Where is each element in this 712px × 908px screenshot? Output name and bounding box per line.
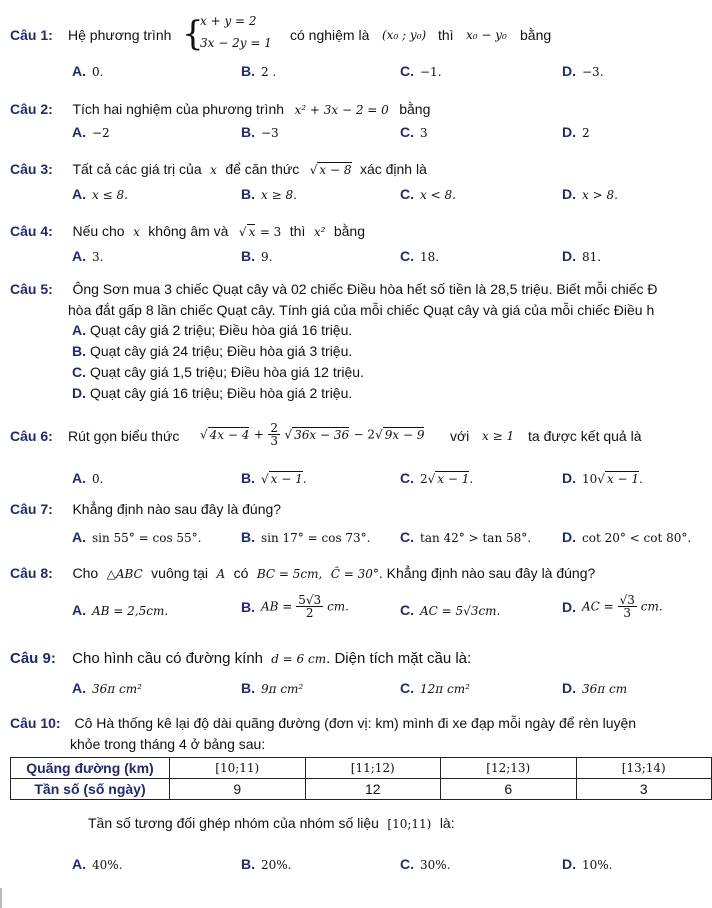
frequency-table xyxy=(10,757,712,800)
q4-option-a[interactable] xyxy=(72,248,103,264)
variable: x xyxy=(210,163,217,177)
option-value: 0. xyxy=(92,472,104,486)
table-cell-interval: [10;11) xyxy=(170,758,306,779)
question-text: Nếu cho xyxy=(72,223,125,239)
q5-option-a[interactable] xyxy=(72,322,352,338)
option-value: 2 xyxy=(582,126,590,140)
option-letter: A. xyxy=(72,186,86,202)
q8-option-a[interactable] xyxy=(72,602,168,618)
option-value: 30%. xyxy=(420,858,451,872)
option-letter: D. xyxy=(562,529,576,545)
option-letter: D. xyxy=(562,248,576,264)
option-value: 10%. xyxy=(582,858,613,872)
question-label: Câu 6: xyxy=(10,428,53,444)
q5-option-b[interactable] xyxy=(72,343,352,359)
q10-option-a[interactable] xyxy=(72,856,123,872)
option-letter: C. xyxy=(400,63,414,79)
option-letter: D. xyxy=(562,186,576,202)
q8-option-b[interactable] xyxy=(241,594,349,619)
option-letter: D. xyxy=(562,680,576,696)
option-fraction xyxy=(296,594,323,619)
option-value: 36π cm² xyxy=(92,682,142,696)
q9-option-d[interactable] xyxy=(562,680,627,696)
option-letter: B. xyxy=(241,124,255,140)
table-header-distance: Quãng đường (km) xyxy=(11,758,170,779)
option-value: 2 . xyxy=(261,65,277,79)
question-label: Câu 9: xyxy=(10,650,56,667)
option-radicand: x − 1 xyxy=(270,472,303,486)
equation-1: x + y = 2 xyxy=(200,14,257,28)
question-end: ta được kết quả là xyxy=(528,428,642,444)
option-letter: D. xyxy=(562,598,576,615)
option-value: Quạt cây giá 24 triệu; Điều hòa giá 3 triệu. xyxy=(90,343,353,359)
option-letter: B. xyxy=(241,470,255,486)
option-letter: C. xyxy=(400,602,414,618)
system-brace: { xyxy=(182,14,204,54)
option-radicand: x − 1 xyxy=(606,472,640,486)
option-letter: C. xyxy=(400,529,414,545)
q5-option-d[interactable] xyxy=(72,385,352,401)
question-text: Tất cả các giá trị của xyxy=(72,161,202,177)
option-value: −2 xyxy=(92,126,110,140)
fraction xyxy=(268,422,280,447)
option-fraction xyxy=(618,594,637,619)
fraction-numerator: 5√3 xyxy=(298,593,322,607)
page-edge-mark xyxy=(0,888,2,908)
option-value: cot 20° < cot 80°. xyxy=(582,531,692,545)
option-letter: A. xyxy=(72,470,86,486)
prompt-group: [10;11) xyxy=(387,817,432,831)
question-1 xyxy=(10,14,710,58)
sqrt-symbol: √ xyxy=(309,163,318,177)
question-10-prompt xyxy=(88,815,455,833)
table-row xyxy=(11,779,712,800)
option-value: 9. xyxy=(261,250,273,264)
question-label: Câu 10: xyxy=(10,715,61,731)
question-8 xyxy=(10,565,595,583)
solution-pair: (x₀ ; y₀) xyxy=(382,28,427,42)
table-cell-frequency: 6 xyxy=(441,779,577,800)
option-letter: A. xyxy=(72,856,86,872)
option-letter: A. xyxy=(72,63,86,79)
fraction-numerator: 2 xyxy=(270,421,278,435)
radicand-3: 9x − 9 xyxy=(384,427,425,442)
equals-value: = 3 xyxy=(259,225,282,239)
question-text-mid: có nghiệm là xyxy=(290,27,370,43)
table-cell-interval: [12;13) xyxy=(441,758,577,779)
option-value: tan 42° > tan 58°. xyxy=(420,531,532,545)
option-value: 40%. xyxy=(92,858,123,872)
q9-option-a[interactable] xyxy=(72,680,142,696)
option-prefix: AC = xyxy=(582,599,614,614)
diameter: d = 6 cm xyxy=(271,652,327,666)
q3-option-a[interactable] xyxy=(72,186,128,202)
q7-option-b[interactable] xyxy=(241,529,371,545)
question-4 xyxy=(10,223,365,241)
option-letter: D. xyxy=(562,63,576,79)
option-value: AC = 5√3cm. xyxy=(420,604,501,618)
q6-option-d[interactable] xyxy=(562,470,643,486)
option-value: 36π cm xyxy=(582,682,628,696)
fraction-denominator: 3 xyxy=(270,434,278,448)
option-coef: 2 xyxy=(420,472,428,486)
option-value: 0. xyxy=(92,65,104,79)
question-line-1: Cô Hà thống kê lại độ dài quãng đường (đơn vị: km) mình đi xe đạp mỗi ngày để rèn luyện xyxy=(74,715,637,731)
question-label: Câu 1: xyxy=(10,27,53,43)
condition-prefix: với xyxy=(450,428,470,444)
option-value: x < 8. xyxy=(420,188,456,202)
q7-option-a[interactable] xyxy=(72,529,202,545)
table-cell-interval: [13;14) xyxy=(576,758,712,779)
option-value: sin 17° = cos 73°. xyxy=(261,531,371,545)
q1-option-c[interactable] xyxy=(400,63,442,79)
question-text-mid: để căn thức xyxy=(225,161,300,177)
q3-option-d[interactable] xyxy=(562,186,618,202)
option-value: 3. xyxy=(92,250,104,264)
minus-term: − 2 xyxy=(353,427,376,442)
q4-option-c[interactable] xyxy=(400,248,439,264)
question-7 xyxy=(10,501,281,519)
option-value: 9π cm² xyxy=(261,682,304,696)
option-value: 18. xyxy=(420,250,440,264)
q1-option-a[interactable] xyxy=(72,63,103,79)
option-value: sin 55° = cos 55°. xyxy=(92,531,202,545)
sqrt-symbol: √ xyxy=(427,472,436,486)
question-end: xác định là xyxy=(359,161,427,177)
q10-option-b[interactable] xyxy=(241,856,292,872)
q8-option-c[interactable] xyxy=(400,602,500,618)
condition: x ≥ 1 xyxy=(482,429,515,443)
question-text: Khẳng định nào sau đây là đúng? xyxy=(72,501,282,517)
option-letter: A. xyxy=(72,248,86,264)
option-letter: D. xyxy=(72,385,86,401)
sqrt-symbol: √ xyxy=(375,427,383,442)
radicand: x − 8 xyxy=(319,163,352,177)
question-end: bằng xyxy=(333,223,365,239)
question-3 xyxy=(10,161,427,179)
question-text: Hệ phương trình xyxy=(68,27,172,43)
option-value: 3 xyxy=(420,126,428,140)
option-letter: B. xyxy=(241,248,255,264)
question-10 xyxy=(10,715,712,733)
option-unit: cm. xyxy=(640,599,663,614)
option-letter: C. xyxy=(400,124,414,140)
q1-option-b[interactable] xyxy=(241,63,276,79)
q4-option-d[interactable] xyxy=(562,248,601,264)
question-10-line-2: khỏe trong tháng 4 ở bảng sau: xyxy=(70,736,266,752)
option-radicand: x − 1 xyxy=(437,472,470,486)
radicand-2: 36x − 36 xyxy=(294,427,350,442)
q9-option-b[interactable] xyxy=(241,680,303,696)
q3-option-b[interactable] xyxy=(241,186,297,202)
option-letter: C. xyxy=(400,186,414,202)
option-post: . xyxy=(469,472,474,486)
q4-option-b[interactable] xyxy=(241,248,272,264)
question-2 xyxy=(10,101,430,119)
question-end: . Khẳng định nào sau đây là đúng? xyxy=(378,565,596,581)
question-thi: thì xyxy=(289,223,306,239)
q9-option-c[interactable] xyxy=(400,680,470,696)
option-value: −3 xyxy=(261,126,279,140)
option-value: Quạt cây giá 1,5 triệu; Điều hòa giá 12 triệu. xyxy=(90,364,364,380)
radicand-1: 4x − 4 xyxy=(209,427,250,442)
q2-option-b[interactable] xyxy=(241,124,279,140)
question-thi: thì xyxy=(438,27,454,43)
option-letter: D. xyxy=(562,856,576,872)
q7-option-d[interactable] xyxy=(562,529,691,545)
option-letter: B. xyxy=(72,343,86,359)
option-letter: A. xyxy=(72,529,86,545)
question-text: Rút gọn biểu thức xyxy=(68,428,180,444)
option-value: Quạt cây giá 2 triệu; Điều hòa giá 16 triệu. xyxy=(90,322,353,338)
q2-option-a[interactable] xyxy=(72,124,110,140)
question-text: Tích hai nghiệm của phương trình xyxy=(72,101,285,117)
option-letter: D. xyxy=(562,124,576,140)
option-value: x > 8. xyxy=(582,188,618,202)
question-text: Cho xyxy=(72,565,99,581)
sqrt-symbol: √ xyxy=(261,472,269,486)
sqrt-symbol: √ xyxy=(597,472,605,486)
option-value: 12π cm² xyxy=(420,682,470,696)
question-end: bằng xyxy=(520,27,552,43)
question-label: Câu 4: xyxy=(10,223,53,239)
option-value: 81. xyxy=(582,250,602,264)
q2-option-c[interactable] xyxy=(400,124,428,140)
option-value: 20%. xyxy=(261,858,292,872)
option-letter: B. xyxy=(241,856,255,872)
q6-option-a[interactable] xyxy=(72,470,103,486)
option-prefix: AB = xyxy=(261,599,293,614)
question-end: bằng xyxy=(399,101,431,117)
q1-option-d[interactable] xyxy=(562,63,604,79)
question-co: có xyxy=(233,565,249,581)
question-label: Câu 7: xyxy=(10,501,53,517)
expression xyxy=(200,422,424,447)
sqrt-symbol: √ xyxy=(200,427,208,442)
variable: x xyxy=(133,225,140,239)
question-9 xyxy=(10,650,471,667)
prompt-end: là: xyxy=(439,815,455,831)
option-letter: B. xyxy=(241,63,255,79)
question-text-mid: không âm và xyxy=(148,223,229,239)
question-5-line-2: hòa đắt gấp 8 lần chiếc Quạt cây. Tính giá của mỗi chiếc Quạt cây và giá của mỗi chiếc Điều h xyxy=(68,302,655,318)
option-letter: A. xyxy=(72,322,86,338)
question-label: Câu 5: xyxy=(10,281,53,297)
prompt-text: Tần số tương đối ghép nhóm của nhóm số liệu xyxy=(88,815,379,831)
expression: x₀ − y₀ xyxy=(466,28,507,42)
table-cell-frequency: 12 xyxy=(305,779,441,800)
angle: Ĉ = 30° xyxy=(330,567,379,581)
equation-2: 3x − 2y = 1 xyxy=(200,36,272,50)
q3-option-c[interactable] xyxy=(400,186,456,202)
option-letter: D. xyxy=(562,470,576,486)
condition: BC = 5cm, xyxy=(256,567,323,581)
table-header-frequency: Tần số (số ngày) xyxy=(11,779,170,800)
question-text-mid: vuông tại xyxy=(151,565,208,581)
sqrt-symbol: √ xyxy=(238,225,247,239)
option-letter: B. xyxy=(241,680,255,696)
option-letter: A. xyxy=(72,124,86,140)
option-letter: C. xyxy=(400,248,414,264)
q6-option-c[interactable] xyxy=(400,470,473,486)
q10-option-d[interactable] xyxy=(562,856,613,872)
option-letter: C. xyxy=(400,470,414,486)
question-label: Câu 8: xyxy=(10,565,53,581)
plus-sign: + xyxy=(253,427,264,442)
question-line-1: Ông Sơn mua 3 chiếc Quạt cây và 02 chiếc Điều hòa hết số tiền là 28,5 triệu. Biết mỗi chiếc Đ xyxy=(72,281,658,297)
table-row xyxy=(11,758,712,779)
option-letter: C. xyxy=(72,364,86,380)
option-letter: B. xyxy=(241,598,255,615)
option-value: x ≤ 8. xyxy=(92,188,128,202)
option-unit: cm. xyxy=(327,599,349,614)
vertex: A xyxy=(216,567,226,581)
question-text: Cho hình cầu có đường kính xyxy=(72,650,264,667)
table-cell-frequency: 3 xyxy=(576,779,712,800)
option-letter: A. xyxy=(72,680,86,696)
option-value: x ≥ 8. xyxy=(261,188,297,202)
equation: x² + 3x − 2 = 0 xyxy=(294,103,389,117)
question-label: Câu 2: xyxy=(10,101,53,117)
option-coef: 10 xyxy=(582,472,598,486)
radicand: x xyxy=(248,225,256,239)
q7-option-c[interactable] xyxy=(400,529,531,545)
q5-option-c[interactable] xyxy=(72,364,364,380)
question-end: . Diện tích mặt cầu là: xyxy=(326,650,472,667)
fraction-denominator: 2 xyxy=(305,606,314,620)
option-value: AB = 2,5cm. xyxy=(92,604,169,618)
q8-option-d[interactable] xyxy=(562,594,663,619)
option-letter: C. xyxy=(400,680,414,696)
option-post: . xyxy=(302,472,307,486)
triangle: △ABC xyxy=(106,567,143,581)
q10-option-c[interactable] xyxy=(400,856,451,872)
table-cell-interval: [11;12) xyxy=(305,758,441,779)
fraction-denominator: 3 xyxy=(623,606,632,620)
option-letter: B. xyxy=(241,529,255,545)
option-value: −3. xyxy=(582,65,604,79)
fraction-numerator: √3 xyxy=(619,593,635,607)
option-letter: A. xyxy=(72,602,86,618)
question-label: Câu 3: xyxy=(10,161,53,177)
q6-option-b[interactable] xyxy=(241,470,307,486)
option-value: −1. xyxy=(420,65,442,79)
option-post: . xyxy=(639,472,643,486)
expression: x² xyxy=(313,225,326,239)
option-letter: B. xyxy=(241,186,255,202)
option-letter: C. xyxy=(400,856,414,872)
table-cell-frequency: 9 xyxy=(170,779,306,800)
sqrt-symbol: √ xyxy=(284,427,293,442)
question-5 xyxy=(10,281,712,299)
option-value: Quạt cây giá 16 triệu; Điều hòa giá 2 triệu. xyxy=(90,385,353,401)
q2-option-d[interactable] xyxy=(562,124,590,140)
